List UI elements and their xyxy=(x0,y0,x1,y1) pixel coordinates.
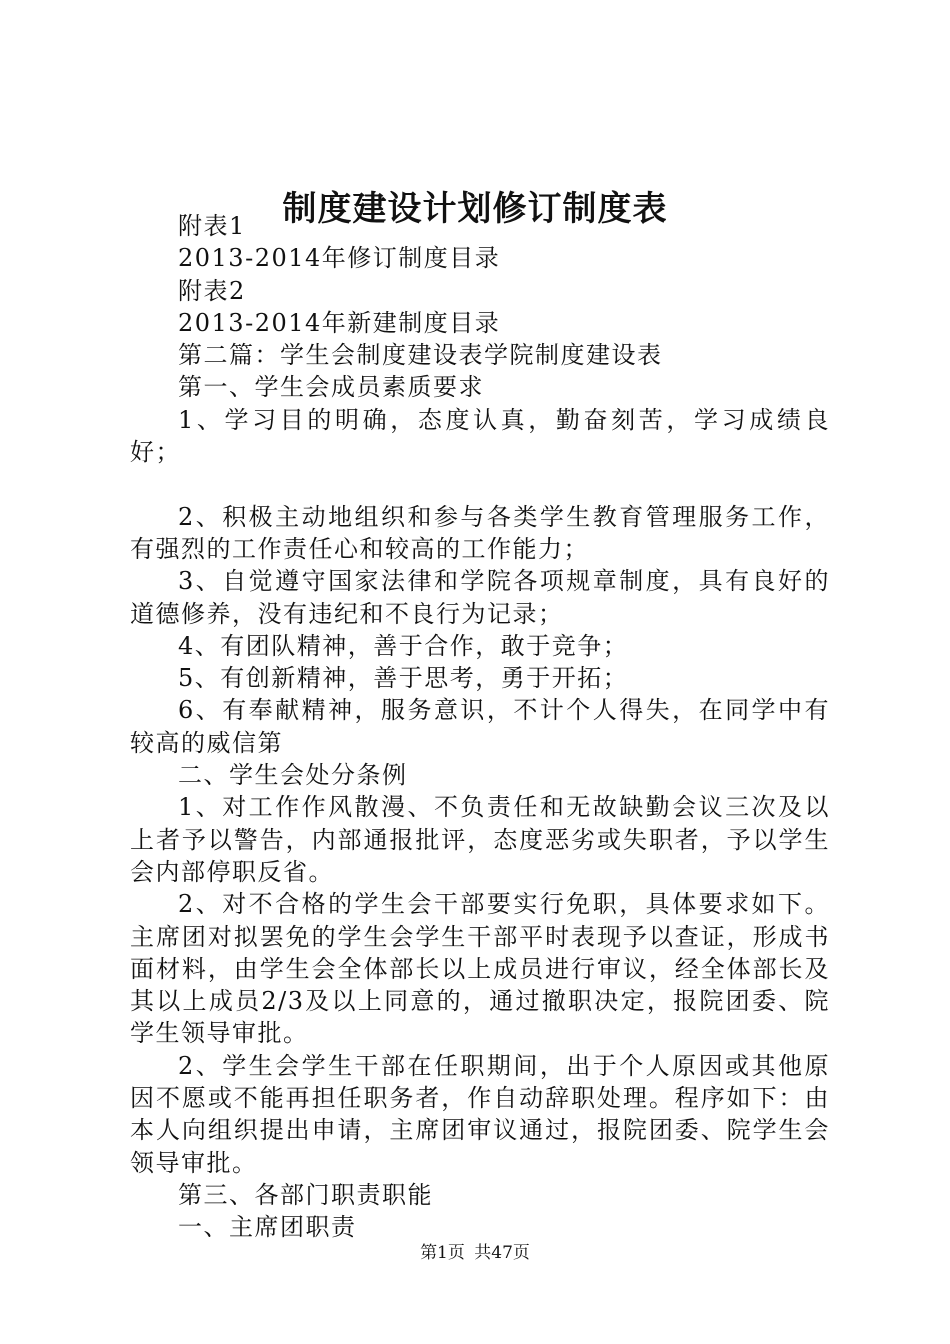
paragraph: 一、主席团职责 xyxy=(178,1213,357,1242)
paragraph: 1、学习目的明确，态度认真，勤奋刻苦，学习成绩良好； xyxy=(130,405,830,467)
paragraph: 第三、各部门职责职能 xyxy=(178,1180,433,1209)
blank-line xyxy=(130,468,830,500)
paragraph: 附表2 xyxy=(178,276,246,305)
paragraph: 2013-2014年修订制度目录 xyxy=(178,244,501,273)
paragraph: 1、对工作作风散漫、不负责任和无故缺勤会议三次及以上者予以警告，内部通报批评，态度恶劣或失职者，予以学生会内部停职反省。 xyxy=(130,793,830,886)
paragraph: 3、自觉遵守国家法律和学院各项规章制度，具有良好的道德修养，没有违纪和不良行为记录； xyxy=(130,567,830,628)
page-total: 共47页 xyxy=(474,1243,530,1263)
document-title: 制度建设计划修订制度表 xyxy=(282,189,668,229)
paragraph: 第一、学生会成员素质要求 xyxy=(178,373,484,402)
paragraph: 6、有奉献精神，服务意识，不计个人得失，在同学中有较高的威信第 xyxy=(130,696,830,757)
paragraph: 2、积极主动地组织和参与各类学生教育管理服务工作，有强烈的工作责任心和较高的工作能力； xyxy=(130,502,830,563)
document-body xyxy=(130,210,830,1244)
paragraph: 第二篇：学生会制度建设表学院制度建设表 xyxy=(178,341,663,370)
page-number: 第1页 xyxy=(420,1243,465,1263)
page-footer xyxy=(0,1240,950,1266)
paragraph: 附表1 xyxy=(178,212,246,240)
paragraph: 2、对不合格的学生会干部要实行免职，具体要求如下。主席团对拟罢免的学生会学生干部平时表现予以查证，形成书面材料，由学生会全体部长以上成员进行审议，经全体部长及其以上成员2/3及以上同意的，通过撤职决定，报院团委、院学生领导审批。 xyxy=(130,890,830,1048)
paragraph: 2、学生会学生干部在任职期间，出于个人原因或其他原因不愿或不能再担任职务者，作自动辞职处理。程序如下：由本人向组织提出申请，主席团审议通过，报院团委、院学生会领导审批。 xyxy=(130,1051,830,1177)
paragraph: 二、学生会处分条例 xyxy=(178,761,408,790)
paragraph: 2013-2014年新建制度目录 xyxy=(178,308,501,337)
paragraph: 4、有团队精神，善于合作，敢于竞争； xyxy=(178,631,629,660)
paragraph: 5、有创新精神，善于思考，勇于开拓； xyxy=(178,664,629,693)
